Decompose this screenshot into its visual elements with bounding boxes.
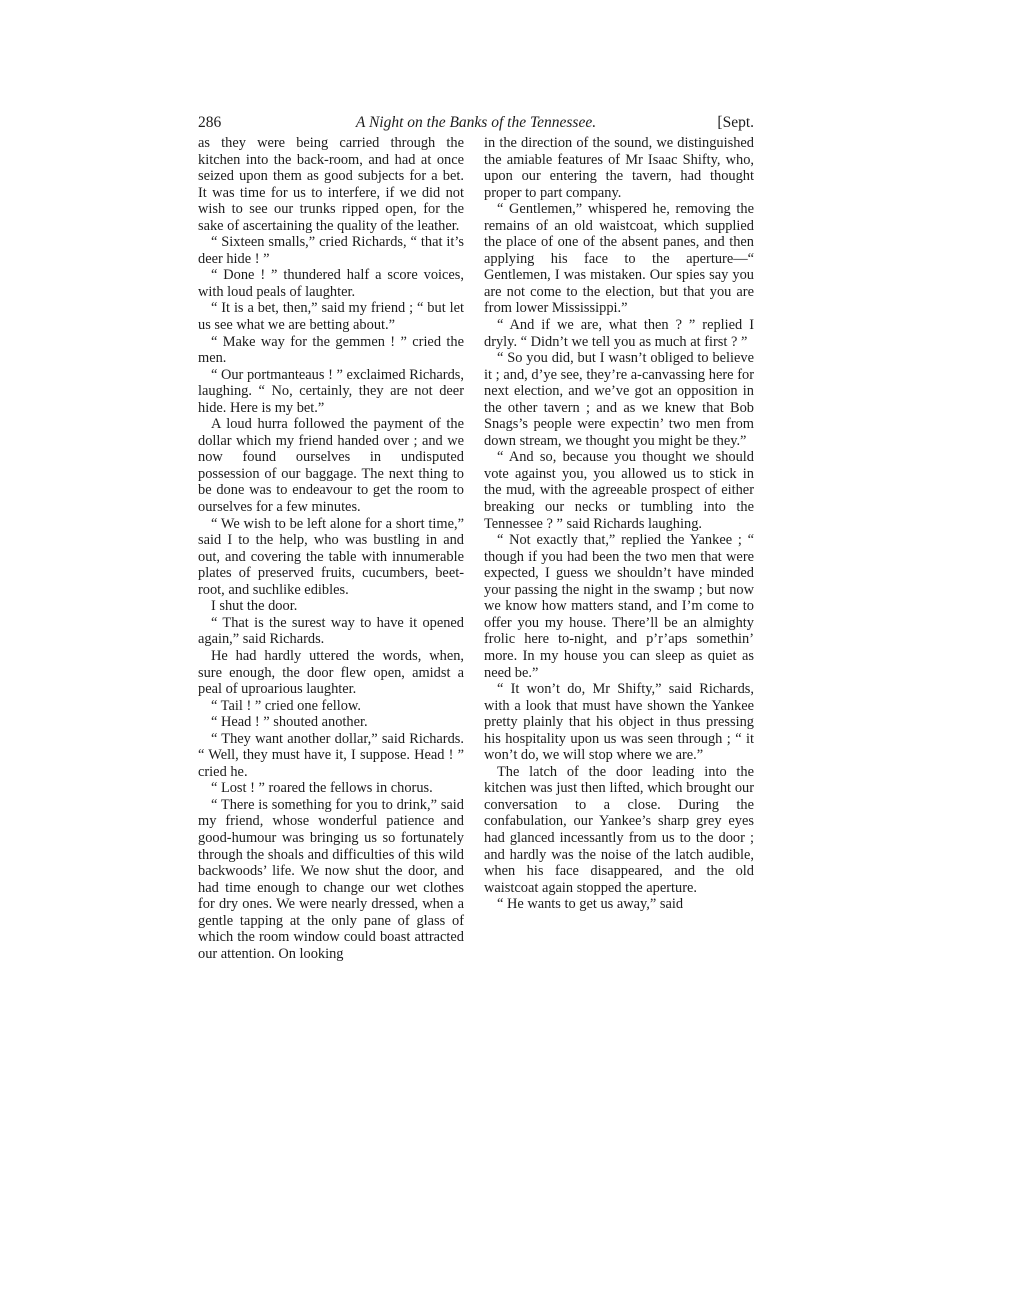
paragraph: in the direction of the sound, we distinguished the amiable features of Mr Isaac Shifty, who, upon our entering the tavern, had thought proper to part company. xyxy=(484,135,754,201)
paragraph: The latch of the door leading into the kitchen was just then lifted, which brought our conversation to a close. During the confabulation, our Yankee’s sharp grey eyes had glanced incessantly from us to the door ; and hardly was the noise of the latch audible, when his face disappeared, and the old waistcoat again stopped the aperture. xyxy=(484,763,754,896)
paragraph: He had hardly uttered the words, when, sure enough, the door flew open, amidst a peal of uproarious laughter. xyxy=(198,647,464,698)
paragraph: “ Not exactly that,” replied the Yankee ; “ though if you had been the two men that were expected, I guess we shouldn’t have minded your passing the night in the swamp ; but now we know how matters stand, and I’m come to offer you my house. There’ll be an almighty frolic here to-night, and p’r’aps somethin’ more. In my house you can sleep as quiet as need be.” xyxy=(484,532,754,681)
paragraph: “ Our portmanteaus ! ” exclaimed Richards, laughing. “ No, certainly, they are not deer hide. Here is my bet.” xyxy=(198,366,464,416)
paragraph: “ So you did, but I wasn’t obliged to believe it ; and, d’ye see, they’re a-canvassing here for next election, and we’ve got an opposition in the other tavern ; and as we knew that Bob Snags’s people were expectin’ two men from down stream, we thought you might be they.” xyxy=(484,350,754,449)
page-number: 286 xyxy=(198,114,222,131)
paragraph: “ He wants to get us away,” said xyxy=(496,896,684,913)
paragraph: “ Done ! ” thundered half a score voices, with loud peals of laughter. xyxy=(198,267,464,300)
running-title: A Night on the Banks of the Tennessee. xyxy=(355,114,597,131)
paragraph: “ Sixteen smalls,” cried Richards, “ that it’s deer hide ! ” xyxy=(198,234,464,267)
running-head xyxy=(198,113,754,135)
paragraph: “ Lost ! ” roared the fellows in chorus. xyxy=(210,780,433,797)
paragraph: “ They want another dollar,” said Richards. “ Well, they must have it, I suppose. Head ! ” cried he. xyxy=(198,730,464,780)
paragraph: “ It won’t do, Mr Shifty,” said Richards, with a look that must have shown the Yankee pretty plainly that his object in thus pressing his hospitality upon us was seen through ; “ it won’t do, we will stop where we are.” xyxy=(484,681,754,764)
paragraph: as they were being carried through the kitchen into the back-room, and had at once seized upon them as good subjects for a bet. It was time for us to interfere, if we did not wish to see our trunks ripped open, for the sake of ascertaining the quality of the leather. xyxy=(198,135,464,234)
paragraph: “ And if we are, what then ? ” replied I dryly. “ Didn’t we tell you as much at first ? ” xyxy=(484,317,754,350)
paragraph: “ Gentlemen,” whispered he, removing the remains of an old waistcoat, which supplied the place of one of the absent panes, and then applying his face to the aperture—“ Gentlemen, I was mistaken. Our spies say you are not come to the election, but that you are from lower Mississippi.” xyxy=(484,201,754,317)
paragraph: “ Make way for the gemmen ! ” cried the men. xyxy=(198,333,464,367)
paragraph: “ Head ! ” shouted another. xyxy=(210,714,368,731)
paragraph: “ That is the surest way to have it opened again,” said Richards. xyxy=(198,614,464,648)
right-column xyxy=(484,135,754,913)
paragraph: “ It is a bet, then,” said my friend ; “ but let us see what we are betting about.” xyxy=(198,300,464,334)
paragraph: “ Tail ! ” cried one fellow. xyxy=(210,697,361,714)
paragraph: “ There is something for you to drink,” said my friend, whose wonderful patience and good-humour was bringing us so fortunately through the shoals and difficulties of this wild backwoods’ life. We now shut the door, and had time enough to change our wet clothes for dry ones. We were nearly dressed, when a gentle tapping at the only pane of glass of which the room window could boast attracted our attention. On looking xyxy=(198,796,464,962)
paragraph: “ And so, because you thought we should vote against you, you allowed us to stick in the mud, with the agreeable prospect of either breaking our necks or tumbling into the Tennessee ? ” said Richards laughing. xyxy=(484,449,754,532)
left-column xyxy=(198,135,464,962)
running-date: [Sept. xyxy=(717,114,754,131)
paragraph: I shut the door. xyxy=(210,598,298,615)
paragraph: “ We wish to be left alone for a short time,” said I to the help, who was bustling in and out, and covering the table with innumerable plates of preserved fruits, cucumbers, beet-root, and suchlike edibles. xyxy=(198,515,464,598)
paragraph: A loud hurra followed the payment of the dollar which my friend handed over ; and we now found ourselves in undisputed possession of our baggage. The next thing to be done was to endeavour to get the room to ourselves for a few minutes. xyxy=(198,416,464,516)
